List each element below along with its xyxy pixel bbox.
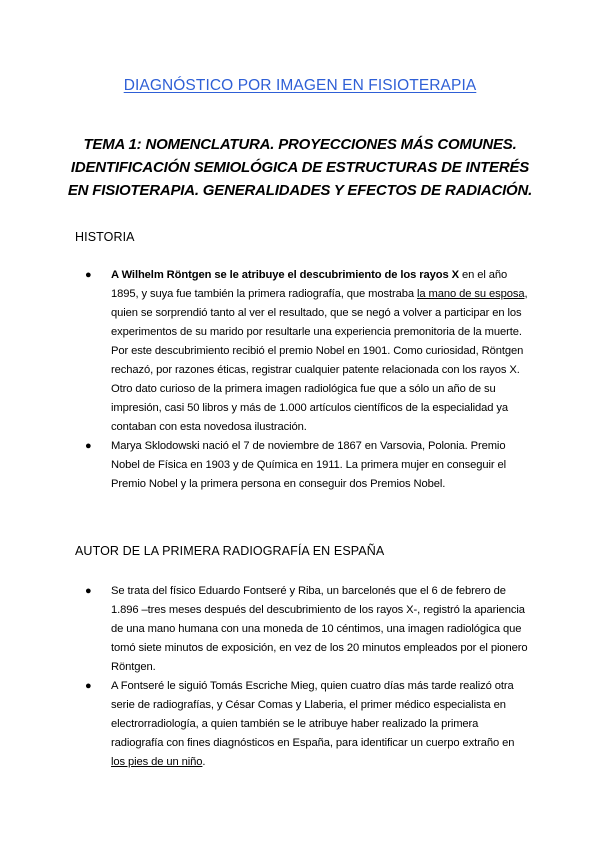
list-item-sklodowski — [85, 437, 531, 494]
escriche-text-1: A Fontseré le siguió Tomás Escriche Mieg, quien cuatro días más tarde realizó otra serie de radiografías, y César Comas y Llaberia, el primer médico especialista en electrorradiología, a quien también se le atribuye haber realizado la primera radiografía con fines diagnósticos en España, para identificar un cuerpo extraño en — [111, 680, 515, 749]
escriche-text-2: . — [202, 756, 206, 768]
document-subtitle: TEMA 1: NOMENCLATURA. PROYECCIONES MÁS COMUNES. IDENTIFICACIÓN SEMIOLÓGICA DE ESTRUCTURAS DE INTERÉS EN FISIOTERAPIA. GENERALIDADES Y EFECTOS DE RADIACIÓN. — [67, 136, 533, 199]
sklodowski-text: Marya Sklodowski nació el 7 de noviembre de 1867 en Varsovia, Polonia. Premio Nobel de Física en 1903 y de Química en 1911. La primera mujer en conseguir el Premio Nobel y la primera persona en conseguir dos Premios Nobel. — [111, 440, 506, 490]
child-feet-link[interactable]: los pies de un niño — [111, 756, 203, 768]
list-item-fontsere — [85, 582, 531, 677]
bullet-icon: ● — [85, 269, 92, 281]
bullet-icon: ● — [85, 680, 92, 692]
historia-list — [85, 266, 531, 494]
fontsere-text: Se trata del físico Eduardo Fontseré y Riba, un barcelonés que el 6 de febrero de 1.896 –tres meses después del descubrimiento de los rayos X-, registró la apariencia de una mano humana con una moneda de 10 céntimos, una imagen radiológica que tomó siete minutos de exposición, en vez de los 20 minutos empleados por el pionero Röntgen. — [111, 585, 528, 673]
document-title: DIAGNÓSTICO POR IMAGEN EN FISIOTERAPIA — [123, 77, 477, 94]
bullet-icon: ● — [85, 440, 92, 452]
rontgen-lead: A Wilhelm Röntgen se le atribuye el descubrimiento de los rayos X — [111, 269, 459, 281]
rontgen-hand-link[interactable]: la mano de su esposa — [416, 288, 525, 300]
bullet-icon: ● — [85, 585, 92, 597]
list-item-escriche — [85, 677, 531, 772]
list-item-rontgen — [85, 266, 531, 437]
rontgen-text-2: , quien se sorprendió tanto al ver el resultado, que se negó a volver a participar en los experimentos de su marido por resultarle una experiencia premonitoria de la muerte. Por este descubrimiento recibió el premio Nobel en 1901. Como curiosidad, Röntgen rechazó, por razones éticas, registrar cualquier patente relacionada con los rayos X. Otro dato curioso de la primera imagen radiológica fue que a sólo un año de su impresión, casi 50 libros y más de 1.000 artículos científicos de la especialidad ya contaban con esta novedosa ilustración. — [111, 288, 528, 433]
section-heading-autor: AUTOR DE LA PRIMERA RADIOGRAFÍA EN ESPAÑA — [75, 544, 385, 558]
autor-list — [85, 582, 531, 772]
rontgen-text-1: en el año 1895, y suya fue también la primera radiografía, que mostraba — [111, 269, 508, 300]
section-heading-historia: HISTORIA — [75, 230, 135, 244]
